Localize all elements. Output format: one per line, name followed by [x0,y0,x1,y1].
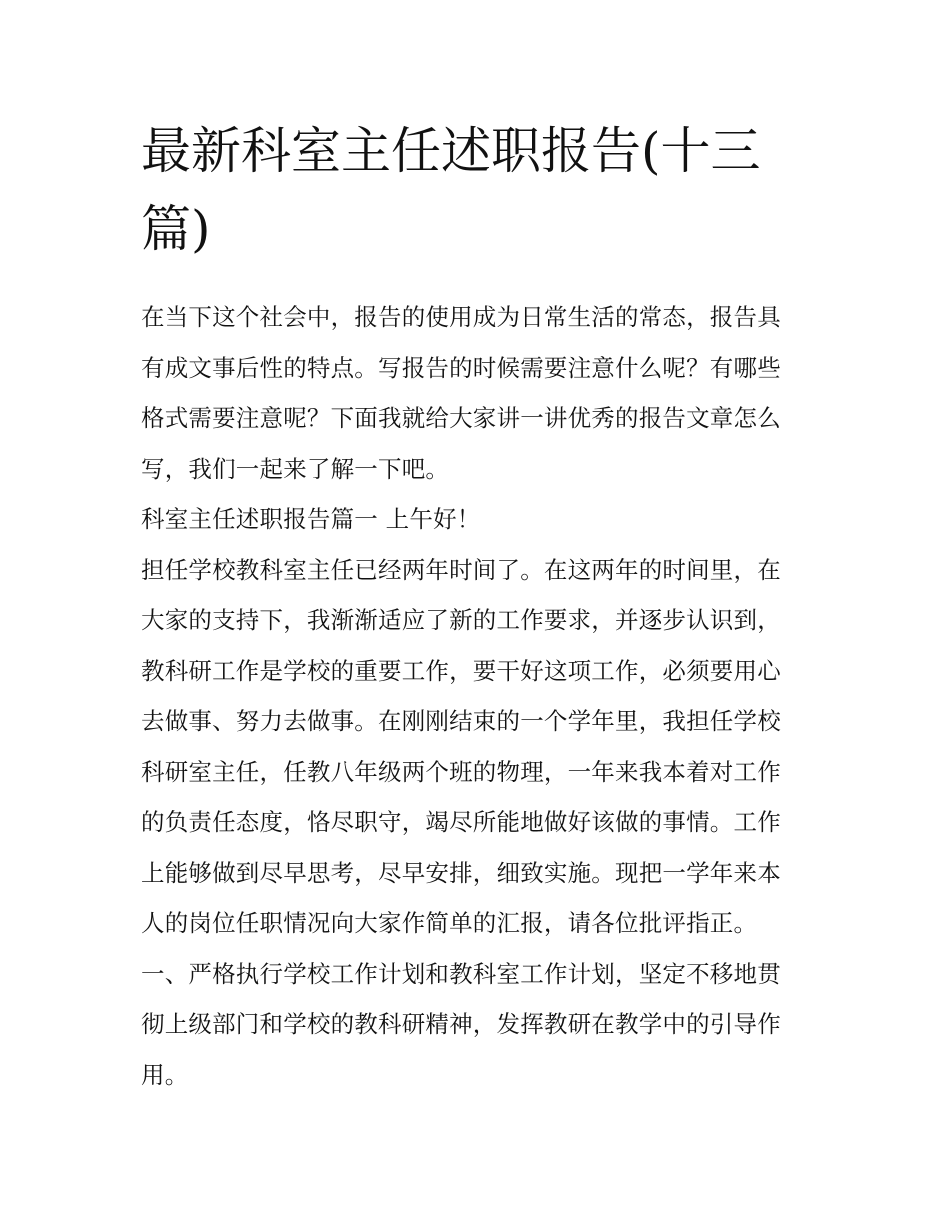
document-title [141,112,821,268]
text-line: 格式需要注意呢？下面我就给大家讲一讲优秀的报告文章怎么 [141,404,781,432]
text-line: 一、严格执行学校工作计划和教科室工作计划，坚定不移地贯 [141,959,781,988]
text-line: 教科研工作是学校的重要工作，要干好这项工作，必须要用心 [141,656,781,685]
text-line: 有成文事后性的特点。写报告的时候需要注意什么呢？有哪些 [141,353,781,382]
section-heading [141,494,821,545]
text-line: 在当下这个社会中，报告的使用成为日常生活的常态，报告具 [141,303,781,331]
numbered-point-paragraph [141,949,821,1101]
document-body [141,292,821,1100]
intro-paragraph [141,292,821,494]
text-line: 彻上级部门和学校的教科研精神，发挥教研在教学中的引导作 [141,1010,781,1038]
text-line: 科室主任述职报告篇一 上午好！ [141,505,481,533]
title-line: 最新科室主任述职报告(十三 [141,122,761,180]
title-line: 篇) [141,200,211,258]
text-line: 去做事、努力去做事。在刚刚结束的一个学年里，我担任学校 [141,707,781,735]
text-line: 用。 [141,1060,189,1089]
text-line: 上能够做到尽早思考，尽早安排，细致实施。现把一学年来本 [141,858,781,887]
text-line: 担任学校教科室主任已经两年时间了。在这两年的时间里，在 [141,555,781,584]
text-line: 科研室主任，任教八年级两个班的物理，一年来我本着对工作 [141,757,781,786]
text-line: 写，我们一起来了解一下吧。 [141,454,450,483]
text-line: 人的岗位任职情况向大家作简单的汇报，请各位批评指正。 [141,909,758,937]
document-page [141,112,821,1100]
text-line: 大家的支持下，我渐渐适应了新的工作要求，并逐步认识到， [141,606,781,634]
text-line: 的负责任态度，恪尽职守，竭尽所能地做好该做的事情。工作 [141,808,781,836]
body-paragraph [141,545,821,949]
